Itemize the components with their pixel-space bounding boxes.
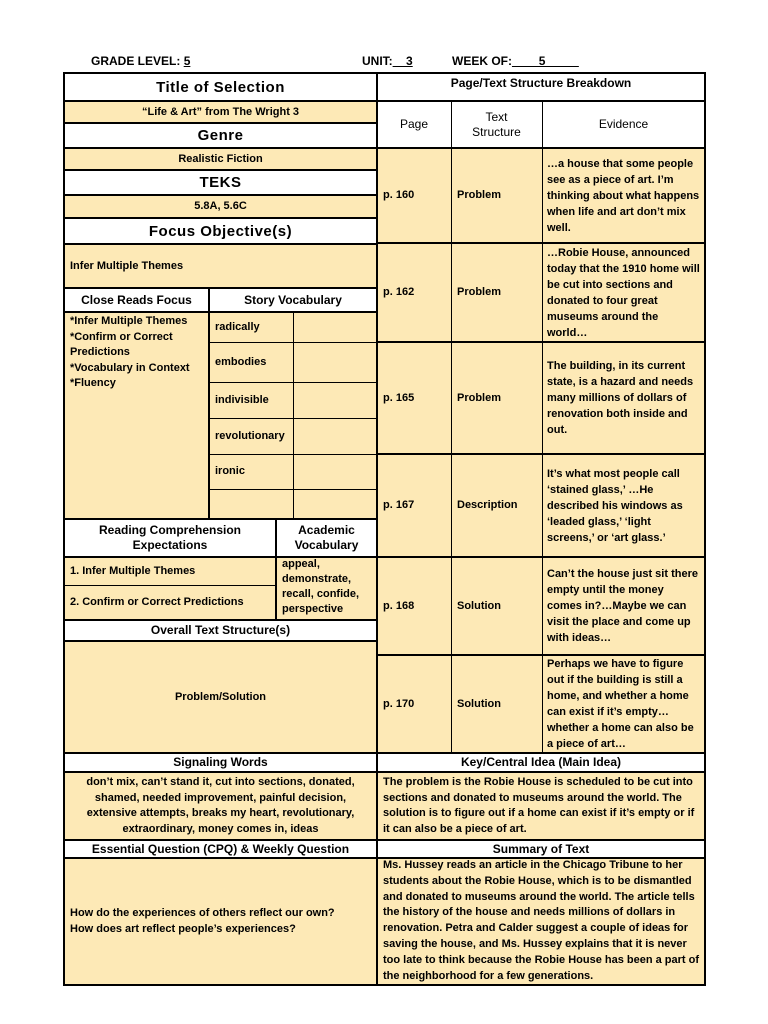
vocab-word: radically	[209, 312, 293, 342]
title-value-text: “Life & Art” from The Wright 3	[141, 105, 300, 118]
divider	[64, 585, 276, 586]
divider	[293, 312, 294, 519]
row-page: p. 168	[377, 557, 451, 655]
unit-label: UNIT:	[362, 54, 393, 68]
academic-vocabulary-heading: Academic Vocabulary	[276, 519, 377, 557]
title-heading: Title of Selection	[64, 74, 377, 101]
summary-value: Ms. Hussey reads an article in the Chicago Tribune to her students about the Robie House, which is to be dismantled and donated to museums around the world. The article tells the history of the house and needs millions of dollars in renovation. Petra and Calder suggest a couple of ideas for saving the house, and Ms. Hussey explains that it is never too late to think because the Robie House has been a part of the neighborhood for a few generations.	[377, 858, 705, 985]
evidence-column-header: Evidence	[542, 101, 705, 148]
teks-value: 5.8A, 5.6C	[64, 195, 377, 218]
key-idea-heading-text: Key/Central Idea (Main Idea)	[460, 755, 622, 769]
divider	[63, 619, 377, 621]
vocab-word: indivisible	[209, 382, 293, 418]
divider	[377, 556, 705, 558]
teks-heading: TEKS	[64, 170, 377, 195]
text-structure-column-header: Text Structure	[451, 101, 542, 148]
vocab-blank	[209, 489, 293, 519]
row-evidence: The building, in its current state, is a hazard and needs many millions of dollars of renovation both inside and out.	[542, 342, 705, 454]
rce-item: 2. Confirm or Correct Predictions	[64, 585, 276, 620]
divider	[377, 341, 705, 343]
week-of-label: WEEK OF:	[452, 54, 512, 68]
row-structure: Description	[451, 454, 542, 557]
academic-vocabulary-value: appeal, demonstrate, recall, confide, perspective	[276, 557, 377, 620]
divider	[63, 100, 377, 102]
divider	[208, 287, 210, 520]
divider	[63, 518, 377, 520]
grade-level	[91, 54, 190, 68]
key-idea-heading	[377, 753, 705, 772]
row-evidence: Can’t the house just sit there empty until the money comes in?…Maybe we can visit the place and come up with ideas…	[542, 557, 705, 655]
divider	[63, 169, 377, 171]
vocab-blank	[293, 418, 377, 454]
divider	[377, 147, 705, 149]
divider	[63, 640, 377, 642]
vocab-blank	[293, 382, 377, 418]
signaling-words-value: don’t mix, can’t stand it, cut into sections, donated, shamed, needed improvement, painful decision, extensive attempts, breaks my heart, revolutionary, extraordinary, money comes in, ideas	[64, 772, 377, 840]
row-structure: Solution	[451, 655, 542, 753]
row-structure: Problem	[451, 243, 542, 342]
close-reads-heading: Close Reads Focus	[64, 288, 209, 312]
row-evidence: …Robie House, announced today that the 1910 home will be cut into sections and donated to four great museums around the world…	[542, 243, 705, 342]
close-reads-list	[64, 312, 209, 519]
row-page: p. 162	[377, 243, 451, 342]
title-value	[64, 101, 377, 123]
rce-item: 1. Infer Multiple Themes	[64, 557, 276, 585]
focus-objective-value: Infer Multiple Themes	[64, 244, 377, 288]
divider	[451, 101, 452, 753]
row-page: p. 160	[377, 148, 451, 243]
vocab-blank	[293, 489, 377, 519]
table-border	[704, 72, 706, 986]
grade-level-value: 5	[183, 54, 191, 68]
close-reads-item: *Fluency	[70, 377, 116, 389]
divider	[63, 857, 705, 859]
unit	[362, 54, 413, 68]
week-of	[452, 54, 579, 68]
summary-heading: Summary of Text	[377, 840, 705, 858]
vocab-word: embodies	[209, 342, 293, 382]
vocab-blank	[293, 342, 377, 382]
signaling-words-heading	[64, 753, 377, 772]
row-page: p. 165	[377, 342, 451, 454]
page-text-structure-heading: Page/Text Structure Breakdown	[377, 74, 705, 101]
row-structure: Problem	[451, 148, 542, 243]
divider	[63, 771, 705, 773]
row-structure: Problem	[451, 342, 542, 454]
divider	[63, 147, 377, 149]
vocab-blank	[293, 312, 377, 342]
divider	[63, 287, 377, 289]
page-column-header: Page	[377, 101, 451, 148]
vocab-word: ironic	[209, 454, 293, 489]
row-evidence: It’s what most people call ‘stained glass,’ …He described his windows as ‘leaded glass,’ ‘light screens,’ or ‘art glass.’	[542, 454, 705, 557]
week-of-value: ____5_____	[512, 54, 579, 68]
divider	[63, 752, 705, 754]
close-reads-item: *Infer Multiple Themes	[70, 315, 188, 327]
genre-heading: Genre	[64, 123, 377, 148]
divider	[63, 194, 377, 196]
row-structure: Solution	[451, 557, 542, 655]
row-page: p. 170	[377, 655, 451, 753]
unit-value: __3	[392, 54, 413, 68]
divider	[63, 122, 377, 124]
vocab-blank	[293, 454, 377, 489]
divider	[63, 556, 377, 558]
table-border	[63, 72, 65, 986]
story-vocabulary-heading: Story Vocabulary	[209, 288, 377, 312]
divider	[377, 100, 705, 102]
table-border	[63, 72, 706, 74]
divider	[63, 839, 705, 841]
divider	[377, 242, 705, 244]
row-evidence: …a house that some people see as a piece of art. I’m thinking about what happens when life and art don’t mix well.	[542, 148, 705, 243]
column-divider	[376, 72, 378, 986]
table-border	[63, 984, 706, 986]
row-evidence: Perhaps we have to figure out if the building is still a home, and whether a home can exist if it’s empty…whether a home can also be a piece of art…	[542, 655, 705, 753]
signaling-words-heading-text: Signaling Words	[173, 755, 268, 769]
vocab-word: revolutionary	[209, 418, 293, 454]
close-reads-item: *Vocabulary in Context	[70, 361, 190, 374]
row-page: p. 167	[377, 454, 451, 557]
divider	[542, 101, 543, 753]
essential-question-line: How does art reflect people’s experiences?	[70, 922, 296, 935]
focus-objective-heading: Focus Objective(s)	[64, 218, 377, 244]
essential-question-line: How do the experiences of others reflect our own?	[70, 907, 335, 919]
essential-question-heading: Essential Question (CPQ) & Weekly Question	[64, 840, 377, 858]
overall-text-structure-value: Problem/Solution	[64, 641, 377, 753]
close-reads-item: *Confirm or Correct Predictions	[70, 330, 173, 358]
divider	[275, 518, 277, 621]
grade-level-label: GRADE LEVEL:	[91, 54, 181, 68]
divider	[377, 654, 705, 656]
divider	[63, 243, 377, 245]
divider	[63, 217, 377, 219]
overall-text-structure-heading: Overall Text Structure(s)	[64, 620, 377, 641]
divider	[63, 311, 377, 313]
reading-comprehension-heading: Reading Comprehension Expectations	[64, 519, 276, 557]
divider	[377, 453, 705, 455]
genre-value: Realistic Fiction	[64, 148, 377, 170]
key-idea-value: The problem is the Robie House is scheduled to be cut into sections and donated to museums around the world. The solution is to figure out if a home can exist if it’s empty or if it can also be a piece of art.	[377, 772, 705, 840]
essential-question-value	[64, 858, 377, 985]
